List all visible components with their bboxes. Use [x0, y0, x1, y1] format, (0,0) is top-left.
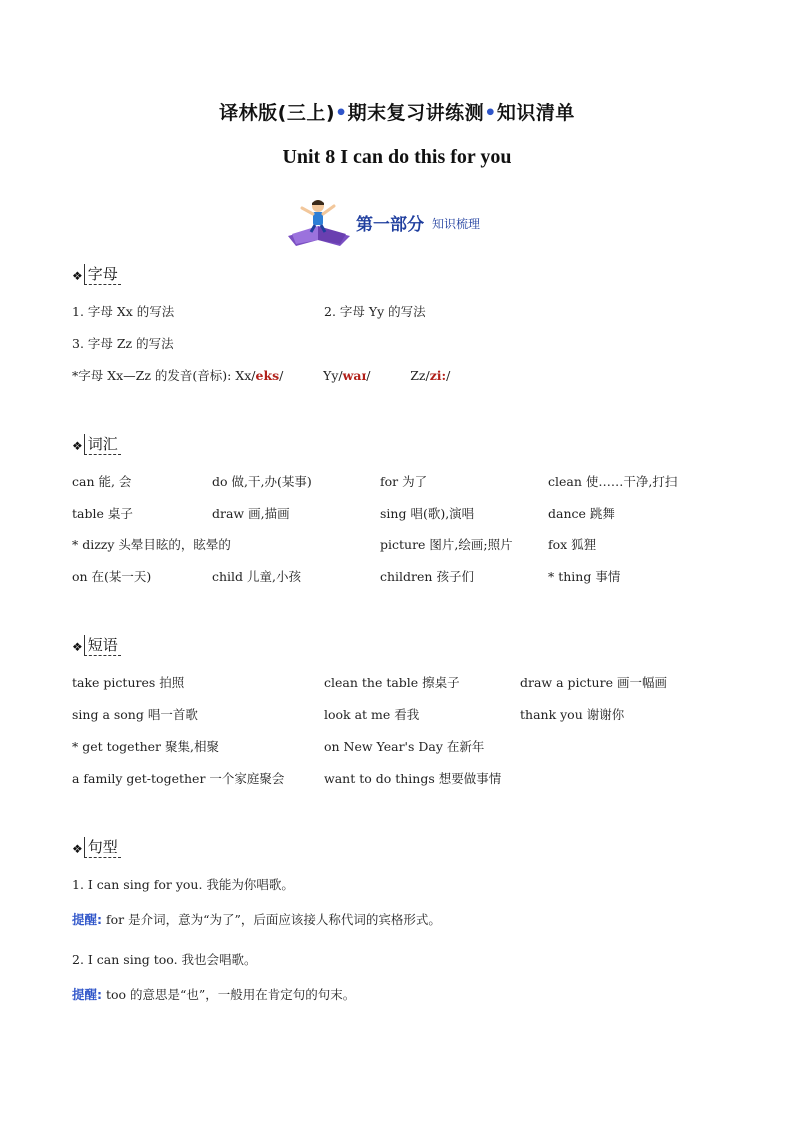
phrase: clean the table 擦桌子 — [324, 675, 460, 690]
section-label: 字母 — [84, 264, 121, 285]
phonetic-yy: waɪ — [342, 368, 367, 383]
phrase: on New Year's Day 在新年 — [324, 739, 485, 754]
vocab-word: * thing 事情 — [548, 569, 621, 584]
vocab-word: clean 使……干净,打扫 — [548, 474, 678, 489]
section-heading-sentences — [72, 835, 121, 859]
tip-label: 提醒: — [72, 912, 102, 927]
vocab-word: * dizzy 头晕目眩的，眩晕的 — [72, 537, 231, 552]
vocab-word: child 儿童,小孩 — [212, 569, 301, 584]
vocab-word: sing 唱(歌),演唱 — [380, 506, 475, 521]
part-banner — [284, 196, 480, 248]
part-label: 第一部分 — [356, 214, 424, 235]
phrase: draw a picture 画一幅画 — [520, 675, 667, 690]
letter-item: 3. 字母 Zz 的写法 — [72, 336, 174, 351]
tip-line — [72, 987, 355, 1003]
tip-line — [72, 912, 441, 928]
boy-reading-book-icon — [284, 196, 354, 248]
section-heading-letters — [72, 262, 121, 286]
phrase: thank you 谢谢你 — [520, 707, 625, 722]
vocab-word: do 做,干,办(某事) — [212, 474, 312, 489]
diamond-bullet-icon: ❖ — [72, 439, 83, 453]
vocab-word: for 为了 — [380, 474, 428, 489]
pron-text: / Zz/ — [366, 368, 430, 383]
vocab-word: can 能, 会 — [72, 474, 132, 489]
tip-text: for 是介词，意为“为了”，后面应该接人称代词的宾格形式。 — [102, 912, 441, 927]
phrase: look at me 看我 — [324, 707, 420, 722]
section-heading-vocab — [72, 432, 121, 456]
sentence: 2. I can sing too. 我也会唱歌。 — [72, 952, 257, 967]
phrase: take pictures 拍照 — [72, 675, 185, 690]
letter-item: 2. 字母 Yy 的写法 — [324, 304, 426, 319]
unit-title: Unit 8 I can do this for you — [282, 146, 512, 168]
letter-item: 1. 字母 Xx 的写法 — [72, 304, 175, 319]
pron-text: / — [446, 368, 451, 383]
section-heading-phrases — [72, 633, 121, 657]
vocab-word: picture 图片,绘画;照片 — [380, 537, 513, 552]
vocab-word: children 孩子们 — [380, 569, 474, 584]
phrase: * get together 聚集,相聚 — [72, 739, 219, 754]
phonetic-xx: eks — [255, 368, 280, 383]
phonetic-zz: zi: — [429, 368, 447, 383]
part-sublabel: 知识梳理 — [432, 217, 481, 231]
vocab-word: table 桌子 — [72, 506, 133, 521]
diamond-bullet-icon: ❖ — [72, 269, 83, 283]
tip-label: 提醒: — [72, 987, 102, 1002]
diamond-bullet-icon: ❖ — [72, 842, 83, 856]
vocab-word: draw 画,描画 — [212, 506, 290, 521]
section-label: 短语 — [84, 635, 121, 656]
diamond-bullet-icon: ❖ — [72, 640, 83, 654]
section-label: 词汇 — [84, 434, 121, 455]
title-part-c: 知识清单 — [496, 102, 575, 124]
pronunciation-line — [72, 368, 450, 384]
phrase: sing a song 唱一首歌 — [72, 707, 198, 722]
tip-text: too 的意思是“也”，一般用在肯定句的句末。 — [102, 987, 356, 1002]
document-title — [0, 98, 794, 125]
title-part-b: 期末复习讲练测 — [347, 102, 485, 124]
title-part-a: 译林版(三上) — [219, 102, 336, 124]
phrase: want to do things 想要做事情 — [324, 771, 502, 786]
pron-text: *字母 Xx—Zz 的发音(音标): Xx/ — [72, 368, 256, 383]
title-separator: • — [335, 102, 348, 124]
pron-text: / Yy/ — [279, 368, 343, 383]
vocab-word: dance 跳舞 — [548, 506, 615, 521]
phrase: a family get-together 一个家庭聚会 — [72, 771, 285, 786]
sentence: 1. I can sing for you. 我能为你唱歌。 — [72, 877, 294, 892]
section-label: 句型 — [84, 837, 121, 858]
title-separator: • — [484, 102, 497, 124]
vocab-word: fox 狐狸 — [548, 537, 597, 552]
vocab-word: on 在(某一天) — [72, 569, 152, 584]
